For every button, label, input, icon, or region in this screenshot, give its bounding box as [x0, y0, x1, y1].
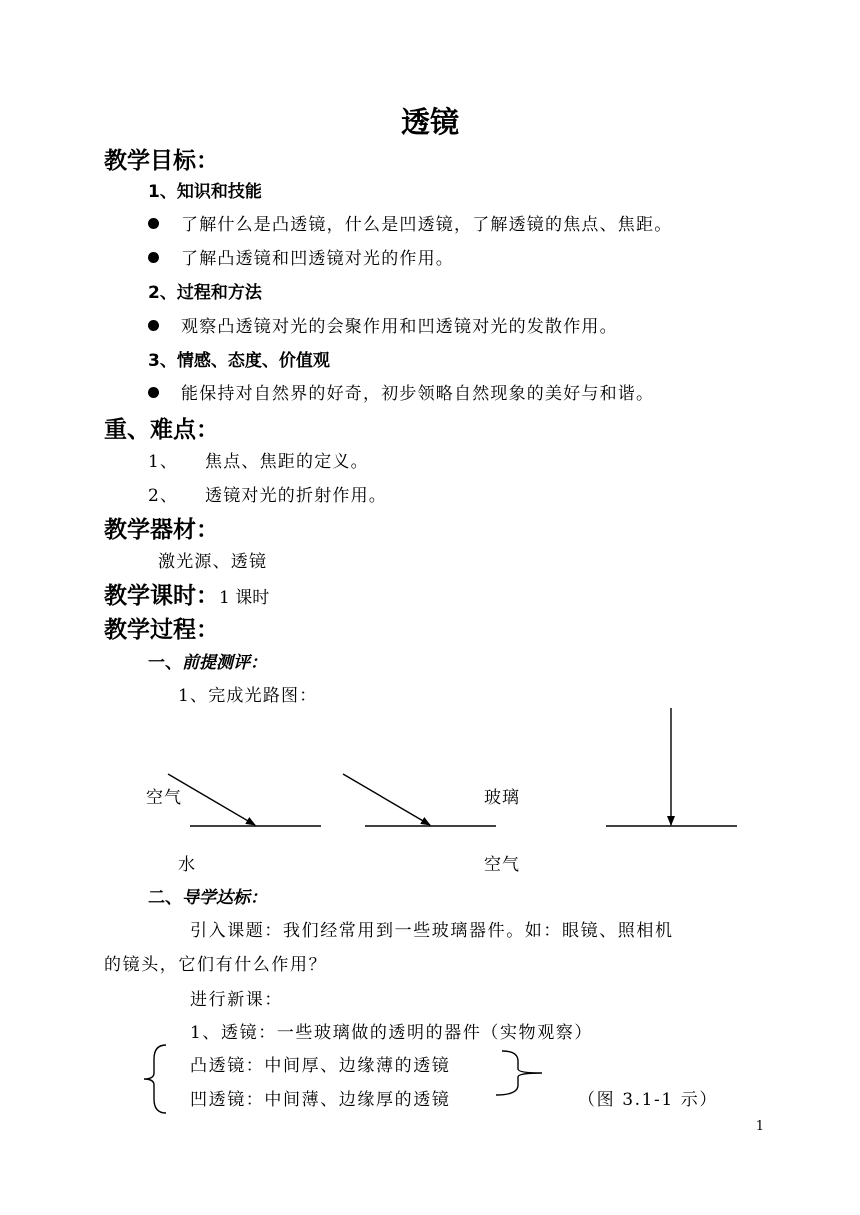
concave-lens-definition: 凹透镜：中间薄、边缘厚的透镜: [190, 1090, 451, 1110]
section-2-title: 导学达标：: [182, 888, 267, 908]
label-air-right: 空气: [484, 855, 520, 875]
equipment-heading: 教学器材：: [104, 517, 219, 543]
bullet-dot-icon: [148, 252, 159, 263]
label-water: 水: [178, 855, 196, 875]
objective-bullet-4: [148, 379, 654, 404]
objective-sub-values: 3、情感、态度、价值观: [148, 351, 330, 371]
lens-definition: 1、透镜：一些玻璃做的透明的器件（实物观察）: [190, 1023, 594, 1043]
objective-sub-process: 2、过程和方法: [148, 283, 262, 303]
process-heading: 教学过程：: [104, 617, 219, 643]
figure-reference: （图 3.1-1 示）: [578, 1090, 719, 1110]
bullet-text: 了解什么是凸透镜，什么是凹透镜，了解透镜的焦点、焦距。: [181, 215, 673, 235]
objectives-heading: 教学目标：: [104, 148, 219, 174]
section-2-number: 二、: [148, 888, 182, 908]
section-1-number: 一、: [148, 653, 182, 673]
bullet-dot-icon: [148, 387, 159, 398]
key-point-text-2: 透镜对光的折射作用。: [205, 486, 387, 506]
equipment-text: 激光源、透镜: [158, 552, 268, 572]
left-brace: [144, 1045, 166, 1113]
section-1-heading: [148, 648, 267, 673]
section-2-heading: [148, 883, 267, 908]
class-hours-text: 1 课时: [219, 588, 270, 608]
bullet-dot-icon: [148, 218, 159, 229]
page-title: 透镜: [400, 105, 459, 139]
objective-sub-knowledge: 1、知识和技能: [148, 182, 262, 202]
bullet-text: 观察凸透镜对光的会聚作用和凹透镜对光的发散作用。: [181, 317, 618, 337]
intro-line-1: 引入课题：我们经常用到一些玻璃器件。如：眼镜、照相机: [190, 921, 674, 941]
incident-ray-glass-air: [343, 774, 430, 825]
light-path-diagram: [0, 690, 860, 880]
page-number: 1: [755, 1119, 764, 1134]
key-points-heading: 重、难点：: [104, 417, 219, 443]
bullet-text: 能保持对自然界的好奇，初步领略自然现象的美好与和谐。: [181, 384, 655, 404]
intro-line-2: 的镜头，它们有什么作用？: [104, 955, 328, 975]
key-point-text-1: 焦点、焦距的定义。: [205, 452, 369, 472]
new-lesson-label: 进行新课：: [190, 990, 283, 1010]
convex-lens-definition: 凸透镜：中间厚、边缘薄的透镜: [190, 1056, 451, 1076]
bullet-dot-icon: [148, 320, 159, 331]
label-air-left: 空气: [146, 788, 182, 808]
objective-bullet-1: [148, 210, 672, 235]
key-point-number-1: 1、: [148, 452, 179, 472]
label-glass: 玻璃: [484, 788, 520, 808]
objective-bullet-2: [148, 244, 454, 269]
objective-bullet-3: [148, 312, 618, 337]
bullet-text: 了解凸透镜和凹透镜对光的作用。: [181, 249, 454, 269]
item-light-path: 1、完成光路图：: [178, 686, 318, 706]
section-1-title: 前提测评：: [182, 653, 267, 673]
key-point-number-2: 2、: [148, 486, 179, 506]
right-brace: [496, 1051, 542, 1095]
class-hours-heading: 教学课时：: [104, 583, 219, 609]
class-hours-line: [104, 577, 269, 610]
